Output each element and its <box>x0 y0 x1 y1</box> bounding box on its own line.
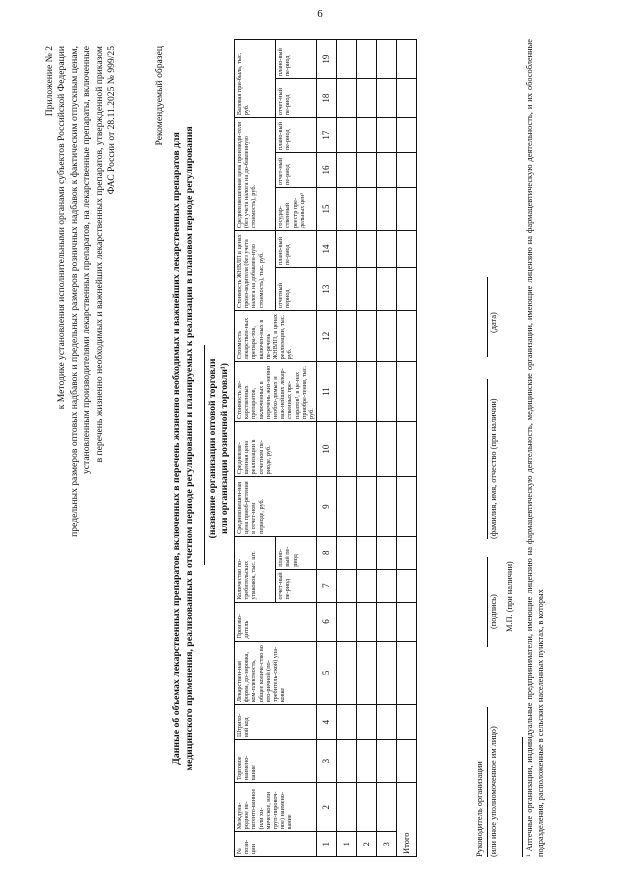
total-row <box>397 40 417 857</box>
subheader-planned-period: плано-вый пе-риод <box>276 40 317 79</box>
header-position-number: № пози-ции <box>235 832 317 857</box>
data-table <box>234 39 417 857</box>
row-number: 3 <box>377 832 397 857</box>
header-inn: Междуна-родное не-патенто-ванное (или хи-мическое, или груп-пировоч-ное) наимено-вание <box>235 783 317 832</box>
column-number: 19 <box>317 40 337 79</box>
table-row <box>337 40 357 857</box>
appendix-heading <box>44 46 118 766</box>
org-name-line: (название организации оптовой торговли <box>207 358 218 539</box>
header-trade-name: Торговое наимено-вание <box>235 740 317 783</box>
column-number: 13 <box>317 268 337 311</box>
header-avg-manufacturer-price: Средневзвешенная цена производи-теля (без учета налога на до-бавленную стоимость), руб. <box>235 118 276 231</box>
appendix-line: к Методике установления исполнительными органами субъектов Российской Федерации <box>56 46 68 410</box>
column-number: 6 <box>317 602 337 641</box>
subheader-state-register: государ-ственный реестр пре-дельных цен³ <box>276 187 317 230</box>
table-row <box>357 40 377 857</box>
column-number: 1 <box>317 832 337 857</box>
header-manufacturer: Произво-дитель <box>235 602 317 641</box>
subheader-reporting-period: отчет-ный пе-риод <box>276 569 317 602</box>
footnote-rule <box>522 737 523 857</box>
document-title <box>171 32 196 865</box>
title-line: медицинского применения, реализованных в отчетном периоде регулирования и планируемых к реализации в плановом периоде регулирования <box>183 126 195 771</box>
stamp-label: М.П. (при наличии) <box>505 561 514 632</box>
column-number: 2 <box>317 783 337 832</box>
column-number: 15 <box>317 187 337 230</box>
column-number: 11 <box>317 362 337 422</box>
column-number: 5 <box>317 641 337 705</box>
header-avg-sale-price: Средневзве-шенная цена реализации в отчетном пе-риоде, руб. <box>235 421 317 476</box>
column-number: 18 <box>317 79 337 118</box>
column-number: 17 <box>317 118 337 153</box>
subheader-planned-period: плано-вый пе-риод <box>276 536 317 569</box>
appendix-line: установленным производителями лекарственных препаратов, на лекарственные препараты, включенные <box>81 46 93 474</box>
column-number: 16 <box>317 153 337 188</box>
column-number: 3 <box>317 740 337 783</box>
column-number: 7 <box>317 569 337 602</box>
header-package-count: Количество по-требительских упаковок, тыс. шт. <box>235 536 276 602</box>
subheader-reporting-period: отчетный период <box>276 268 317 311</box>
subheader-planned-period: плано-вый пе-риод <box>276 231 317 268</box>
rotated-page <box>36 32 607 865</box>
column-number-row <box>317 40 337 857</box>
org-name-line: или организации розничной торговли¹) <box>219 363 230 534</box>
page-number: 6 <box>317 8 323 20</box>
recommended-sample-label: Рекомендуемый образец <box>154 46 165 146</box>
row-number: 1 <box>337 832 357 857</box>
appendix-line: предельных размеров оптовых надбавок и предельных размеров розничных надбавок к фактическим отпускным ценам, <box>68 46 80 537</box>
header-cost-sale: Стоимость лекарствен-ных препара-тов, включен-ных в пе-речень ЖНВЛП, в ценах реализации, тыс. руб. <box>235 311 317 362</box>
subheader-reporting-period: отчет-ный пе-риод <box>276 79 317 118</box>
total-label: Итого <box>397 783 417 857</box>
header-barcode: Штрихо-вой код <box>235 705 317 740</box>
header-cost-purchase: Стоимость ле-карственных препаратов, включенных в перечень жиз-ненно необхо-димых и важ-нейших лекар-ственных пре-паратов², в це-нах приобре-тения, тыс. руб. <box>235 362 317 422</box>
appendix-line: в перечень жизненно необходимых и важнейших лекарственных препаратов, утвержденной приказом <box>93 46 105 463</box>
name-label: (фамилия, имя, отчество (при наличии) <box>489 398 498 539</box>
appendix-label: Приложение № 2 <box>44 46 55 117</box>
head-label: Руководитель организации <box>475 761 484 857</box>
table-row <box>377 40 397 857</box>
date-label: (дата) <box>489 312 498 333</box>
header-dosage-form: Лекарствен-ная форма, до-зировка, ком-плектность, общее количе-ство во вто-ричной (по-требитель-ской) упа-ковке <box>235 641 317 705</box>
subheader-reporting-period: отчет-ный пе-риод <box>276 153 317 188</box>
org-name-rule <box>204 345 205 565</box>
column-number: 14 <box>317 231 337 268</box>
signature-label: (подпись) <box>489 594 498 629</box>
column-number: 10 <box>317 421 337 476</box>
row-number: 2 <box>357 832 377 857</box>
column-number: 8 <box>317 536 337 569</box>
header-avg-purchase-price: Средневзвешен-ная цена приоб-ретения в отчет-ном периоде, руб. <box>235 477 317 537</box>
footnote: ¹ Аптечные организации, индивидуальные предприниматели, имеющие лицензию на фармацевтическую деятельность, медицинские организации, имеющие лицензию на фармацевтическую деятельность, и их обособленные подразделения, расположенные в сельских населенных пунктах, в которых <box>525 39 546 857</box>
head-label-2: (или иное уполномоченное им лицо) <box>489 726 498 857</box>
column-number: 12 <box>317 311 337 362</box>
header-gross-profit: Валовая при-быль, тыс. руб. <box>235 40 276 118</box>
subheader-planned-period: плано-вый пе-риод <box>276 118 317 153</box>
title-line: Данные об объемах лекарственных препаратов, включенных в перечень жизненно необходимых и важнейших лекарственных препаратов для <box>171 132 182 765</box>
column-number: 4 <box>317 705 337 740</box>
header-cost-manufacturer: Стоимость ЖНВЛП в ценах произ-водителя (без учета налога на добавлен-ную стоимость), тыс. руб. <box>235 231 276 311</box>
org-name-caption <box>207 32 231 865</box>
column-number: 9 <box>317 477 337 537</box>
appendix-line: ФАС России от 28.11.2025 № 999/25 <box>106 46 118 195</box>
